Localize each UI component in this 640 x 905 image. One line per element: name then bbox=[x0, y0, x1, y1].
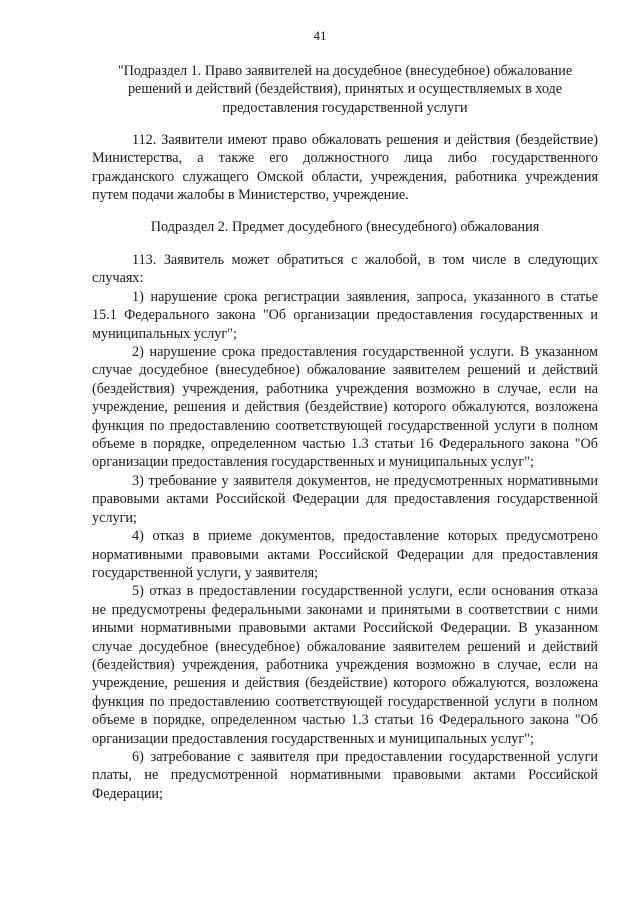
paragraph-112-text: 112. Заявители имеют право обжаловать решения и действия (бездействие) Министерства, а также его должностного лица либо государственного гражданского служащего Омской области, учреждения, работника учреждения путем подачи жалобы в Министерство, учреждение. bbox=[92, 132, 598, 204]
list-item: 1) нарушение срока регистрации заявления, запроса, указанного в статье 15.1 Федерального закона "Об организации предоставления государственных и муниципальных услуг"; bbox=[92, 288, 598, 342]
paragraph-113-intro: 113. Заявитель может обратиться с жалобой, в том числе в следующих случаях: bbox=[92, 252, 598, 287]
page-number: 41 bbox=[313, 28, 327, 43]
list-item: 4) отказ в приеме документов, предоставление которых предусмотрено нормативными правовыми актами Российской Федерации для предоставления государственной услуги, у заявителя; bbox=[92, 528, 598, 581]
list-item: 2) нарушение срока предоставления государственной услуги. В указанном случае досудебное (внесудебное) обжалование заявителем решений и действий (бездействия) учреждения, работника учреждения возможно в случае, если на учреждение, решения и действия (бездействие) которого обжалуются, возложена функция по предоставлению соответствующей государственной услуги в полном объеме в порядке, определенном частью 1.3 статьи 16 Федерального закона "Об организации предоставления государственных и муниципальных услуг"; bbox=[92, 344, 598, 471]
list-item: 5) отказ в предоставлении государственной услуги, если основания отказа не предусмотрены федеральными законами и принятыми в соответствии с ними иными нормативными правовыми актами Российской Федерации. В указанном случае досудебное (внесудебное) обжалование заявителем решений и действий (бездействия) учреждения, работника учреждения возможно в случае, если на учреждение, решения и действия (бездействие) которого обжалуются, возложена функция по предоставлению соответствующей государственной услуги в полном объеме в порядке, определенном частью 1.3 статьи 16 Федерального закона "Об организации предоставления государственных и муниципальных услуг"; bbox=[92, 583, 598, 747]
list-item: 3) требование у заявителя документов, не предусмотренных нормативными правовыми актами Российской Федерации для предоставления государственной услуги; bbox=[92, 472, 598, 526]
subsection-1-heading: "Подраздел 1. Право заявителей на досудебное (внесудебное) обжалование решений и действий (бездействия), принятых и осуществляемых в ходе предоставления государственной услуги bbox=[117, 63, 573, 116]
list-item: 6) затребование с заявителя при предоставлении государственной услуги платы, не предусмотренной нормативными правовыми актами Российской Федерации; bbox=[92, 748, 598, 802]
paragraph-112 bbox=[92, 131, 598, 205]
paragraph-113 bbox=[92, 251, 598, 803]
subsection-2-title: Подраздел 2. Предмет досудебного (внесудебного) обжалования bbox=[150, 219, 540, 235]
subsection-2-heading bbox=[92, 218, 598, 236]
